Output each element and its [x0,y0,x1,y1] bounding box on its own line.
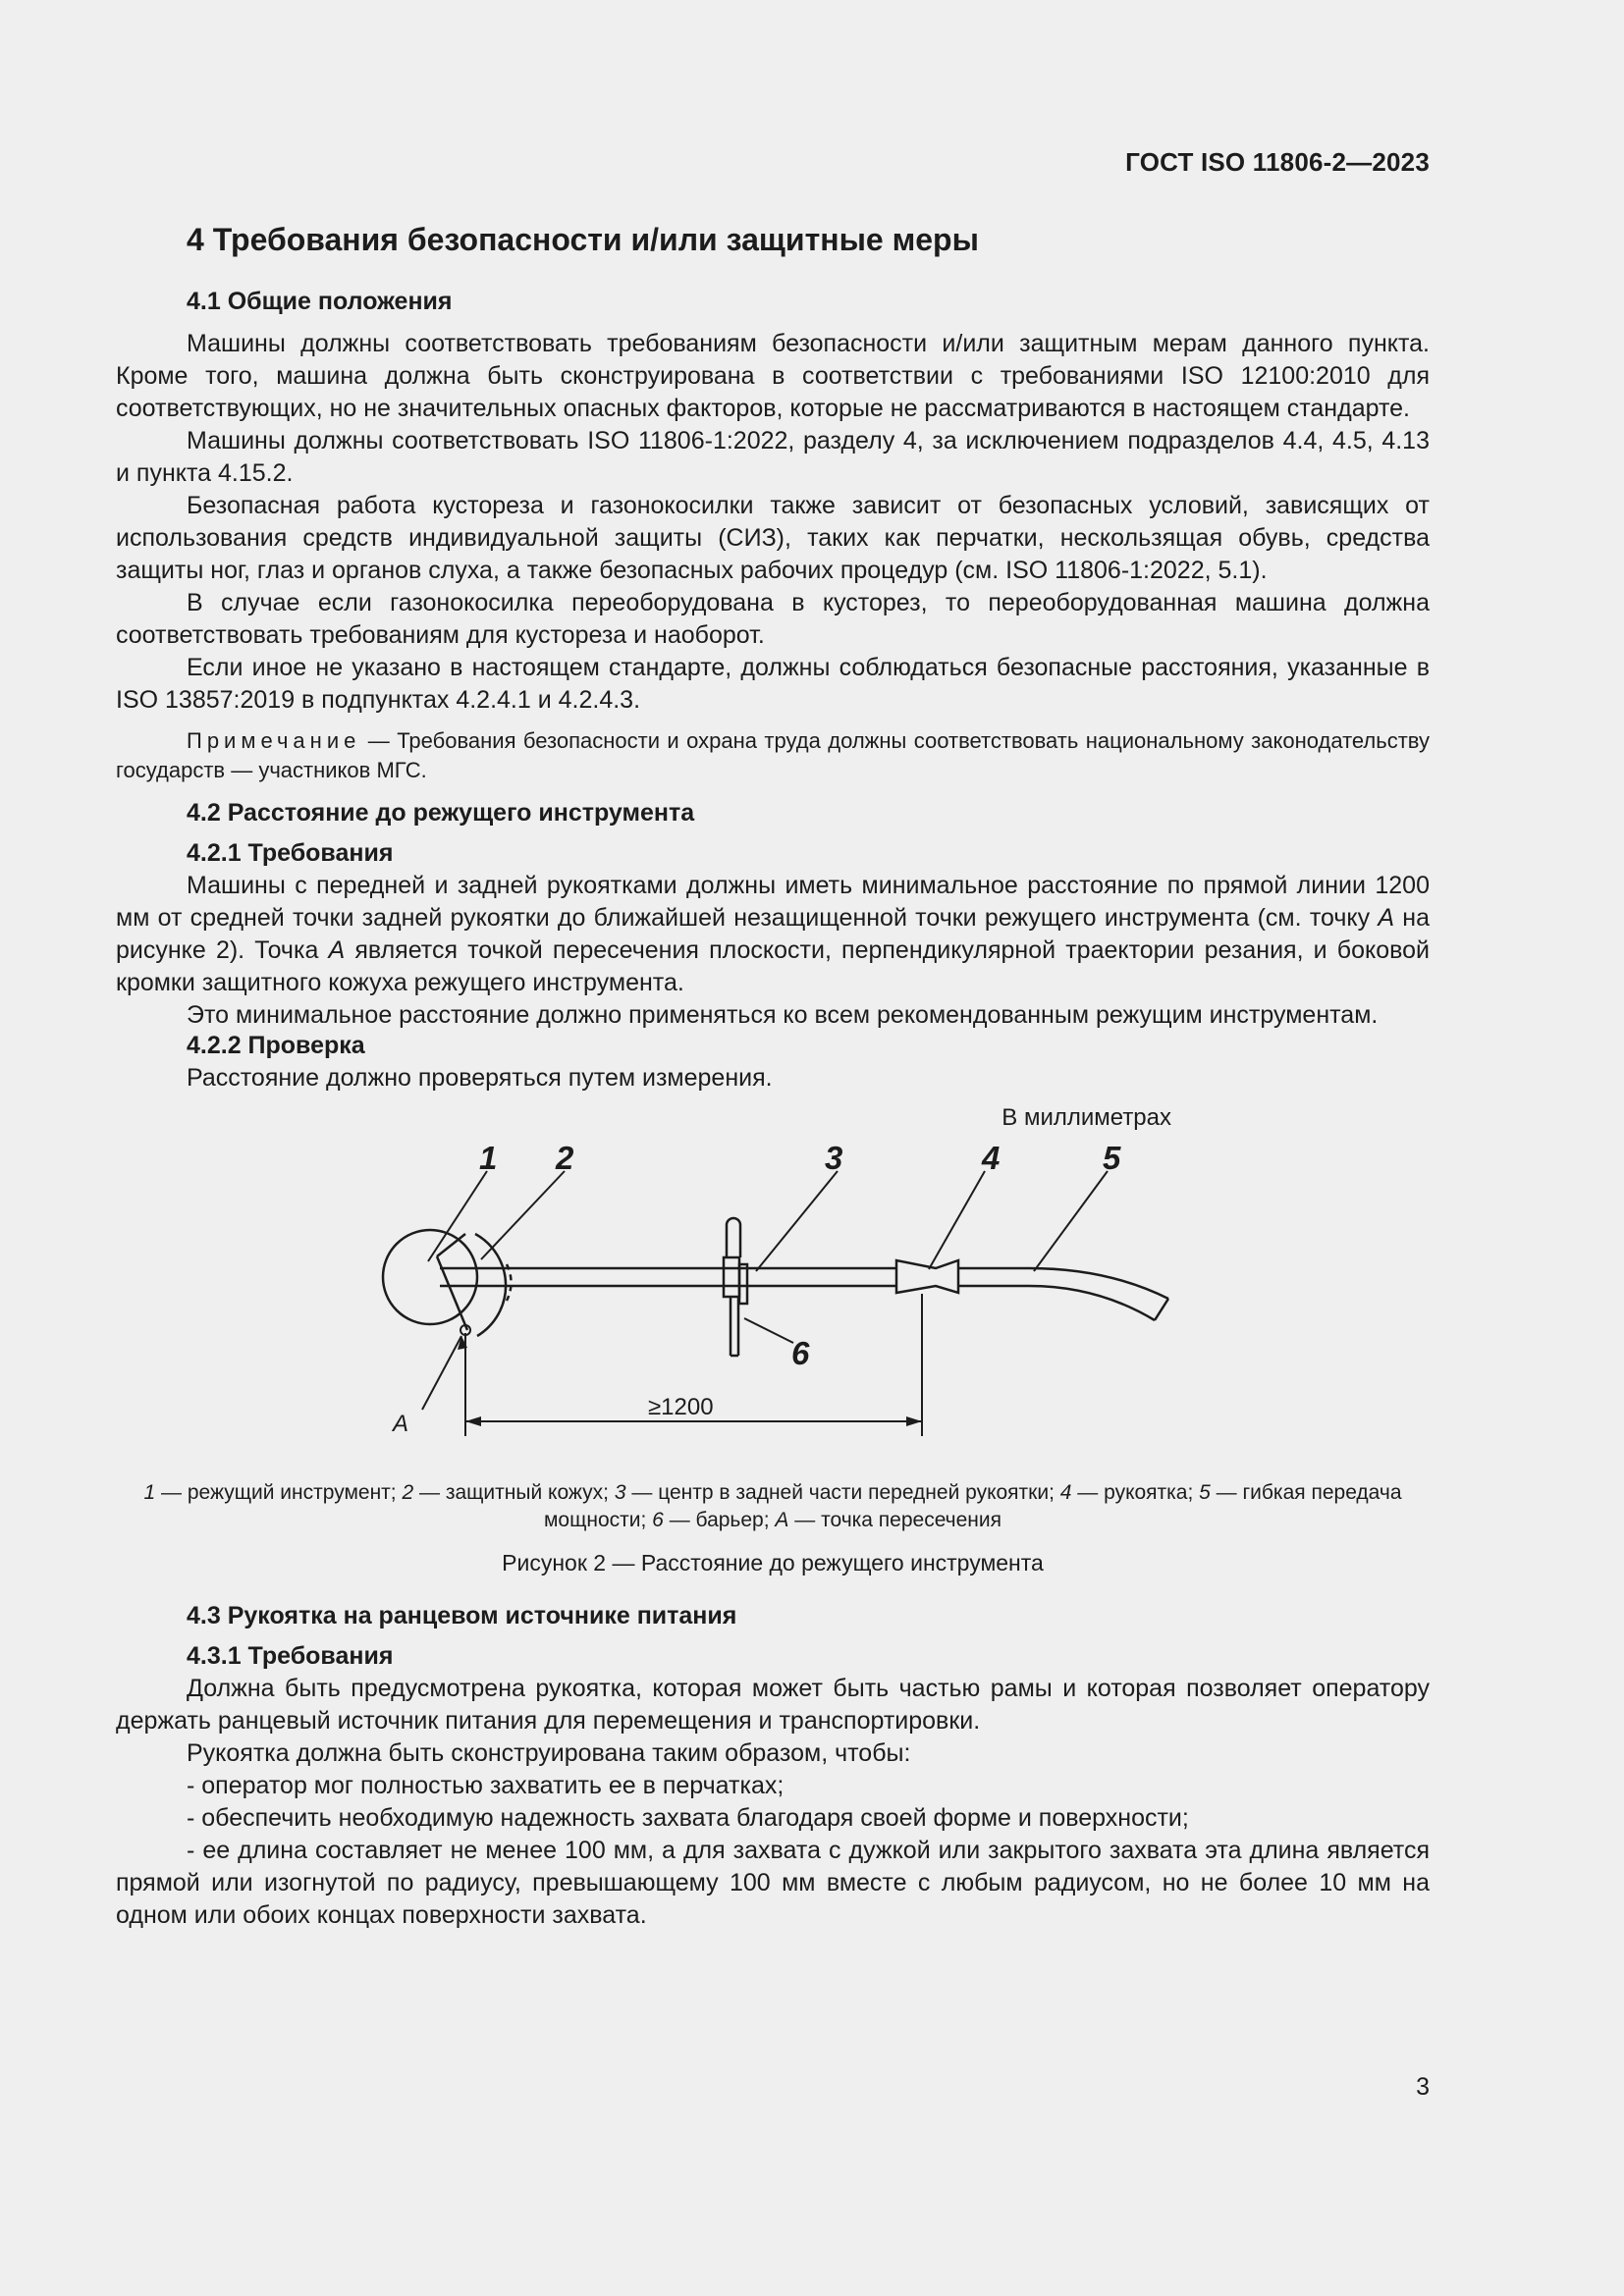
legend-text: — центр в задней части передней рукоятки; [625,1481,1060,1504]
paragraph: Расстояние должно проверяться путем измерения. [187,1064,773,1092]
leader-3 [756,1171,838,1271]
list-item: - оператор мог полностью захватить ее в перчатках; [187,1772,785,1799]
paragraph: - ее длина составляет не менее 100 мм, а для захвата с дужкой или закрытого захвата эта длина является прямой или изогнутой по радиусу, превышающему 100 мм вместе с любым радиусом, но не более 10 мм на одном или обоих концах поверхности захвата. [116,1837,1430,1929]
legend-text: — точка пересечения [788,1509,1002,1531]
point-a-ref: A [1378,904,1395,932]
figure-label-3: 3 [825,1140,843,1176]
dimension-arrow [465,1416,481,1426]
flexible-drive [958,1268,1168,1299]
leader-a [422,1336,461,1410]
legend-key: A [775,1509,789,1531]
figure-2-drawing [116,1132,1430,1475]
paragraph: Машины должны соответствовать ISO 11806-1:2022, разделу 4, за исключением подразделов 4.4, 4.5, 4.13 и пункта 4.15.2. [116,427,1430,487]
dimension-arrow [906,1416,922,1426]
leader-5 [1034,1171,1108,1271]
text-run: является точкой пересечения плоскости, перпендикулярной траектории резания, и боковой кромки защитного кожуха режущего инструмента. [116,936,1430,996]
figure-label-1: 1 [479,1140,498,1176]
legend-text: — рукоятка; [1071,1481,1200,1504]
page-content [116,222,1430,1932]
figure-label-4: 4 [982,1140,1001,1176]
paragraph: Машины должны соответствовать требованиям безопасности и/или защитным мерам данного пункта. Кроме того, машина должна быть сконструирована в соответствии с требованиями ISO 12100:2010 для соответствующих, но не значительных опасных факторов, которые не рассматриваются в настоящем стандарте. [116,330,1430,422]
barrier-loop [727,1218,740,1257]
legend-text: — гибкая передача мощности; [543,1481,1402,1531]
legend-text: — защитный кожух; [413,1481,615,1504]
leader-6 [744,1318,793,1343]
cutting-tool-shape [383,1230,477,1324]
figure-caption: Рисунок 2 — Расстояние до режущего инструмента [502,1550,1044,1575]
rear-handle-shape [896,1260,958,1293]
figure-label-5: 5 [1103,1140,1121,1176]
section-4-2-1-title: 4.2.1 Требования [187,839,394,867]
flexible-drive-end [1155,1299,1168,1320]
dimension-label: ≥1200 [648,1394,714,1420]
figure-label-a: A [393,1411,409,1437]
leader-2 [481,1171,565,1259]
page-number: 3 [1416,2073,1430,2101]
text-run: на рисунке 2). Точка [116,904,1430,964]
figure-legend [116,1479,1430,1534]
section-4-title: 4 Требования безопасности и/или защитные меры [187,222,979,257]
legend-text: — режущий инструмент; [155,1481,403,1504]
guard-dashed [507,1264,512,1301]
legend-key: 3 [614,1481,626,1504]
list-item: - обеспечить необходимую надежность захвата благодаря своей форме и поверхности; [187,1804,1189,1832]
paragraph: В случае если газонокосилка переоборудована в кусторез, то переоборудованная машина должна соответствовать требованиям для кустореза и наоборот. [116,589,1430,649]
paragraph: Безопасная работа кустореза и газонокосилки также зависит от безопасных условий, зависящих от использования средств индивидуальной защиты (СИЗ), таких как перчатки, нескользящая обувь, средства защиты ног, глаз и органов слуха, а также безопасных рабочих процедур (см. ISO 11806-1:2022, 5.1). [116,492,1430,584]
paragraph [116,870,1430,999]
paragraph: Это минимальное расстояние должно применяться ко всем рекомендованным режущим инструментам. [187,1001,1379,1029]
note [116,726,1430,785]
leader-1 [428,1171,487,1261]
note-text: — Требования безопасности и охрана труда должны соответствовать национальному законодательству государств — участников МГС. [116,728,1430,782]
figure-label-6: 6 [791,1335,810,1371]
figure-label-2: 2 [556,1140,574,1176]
handle-center-block [739,1264,747,1304]
legend-key: 4 [1059,1481,1072,1504]
leader-4 [929,1171,985,1269]
text-run: Машины с передней и задней рукоятками должны иметь минимальное расстояние по прямой линии 1200 мм от средней точки задней рукоятки до ближайшей незащищенной точки режущего инструмента (см. точку [116,872,1430,932]
legend-key: 5 [1199,1481,1211,1504]
paragraph: Должна быть предусмотрена рукоятка, которая может быть частью рамы и которая позволяет оператору держать ранцевый источник питания для перемещения и транспортировки. [116,1675,1430,1735]
guard-edge [437,1234,467,1330]
section-4-2-title: 4.2 Расстояние до режущего инструмента [187,799,695,827]
section-4-3-1-title: 4.3.1 Требования [187,1642,394,1670]
note-label: Примечание [187,728,361,753]
unit-note: В миллиметрах [1001,1104,1171,1131]
section-4-2-2-title: 4.2.2 Проверка [187,1032,365,1059]
section-4-3-title: 4.3 Рукоятка на ранцевом источнике питания [187,1602,737,1629]
legend-text: — барьер; [663,1509,776,1531]
document-code: ГОСТ ISO 11806-2—2023 [1125,147,1430,177]
paragraph: Если иное не указано в настоящем стандарте, должны соблюдаться безопасные расстояния, указанные в ISO 13857:2019 в подпунктах 4.2.4.1 и 4.2.4.3. [116,654,1430,714]
section-4-1-title: 4.1 Общие положения [187,288,453,315]
paragraph: Рукоятка должна быть сконструирована таким образом, чтобы: [187,1739,911,1767]
flexible-drive [958,1286,1155,1320]
figure-2 [116,1132,1430,1475]
legend-key: 1 [143,1481,156,1504]
handle-clamp [724,1257,739,1297]
legend-key: 6 [652,1509,664,1531]
legend-key: 2 [402,1481,414,1504]
point-a-ref: A [328,936,346,964]
